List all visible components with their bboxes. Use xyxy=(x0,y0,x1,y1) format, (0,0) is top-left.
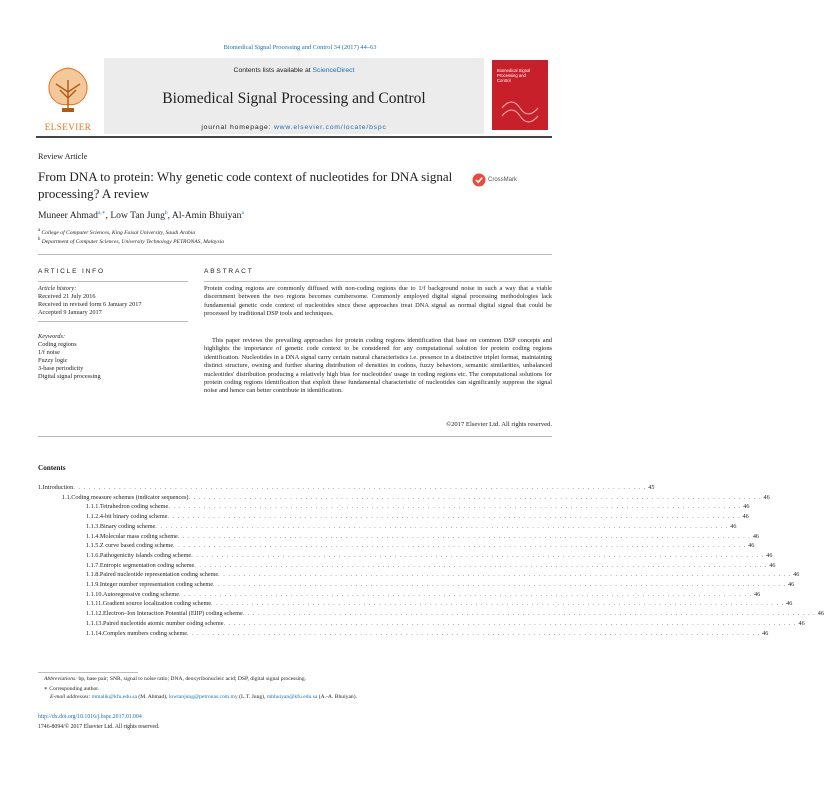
keyword: Fuzzy logic xyxy=(38,357,68,364)
corresponding-author-note xyxy=(44,686,99,692)
toc-page-number: 46 xyxy=(762,629,769,637)
toc-entry[interactable] xyxy=(38,561,776,570)
toc-entry[interactable] xyxy=(38,600,793,608)
toc-page-number: 46 xyxy=(763,493,770,501)
toc-title: Paired nucleotide representation coding scheme xyxy=(99,571,219,579)
toc-leader: . . . . . . . . . . . . . . . . . . . . . . . . . . . . . . . . . . . . . . . . . . . . . . . . . . . . . . . . . . . . . . . . . . . . . . . . . . . . . . . . . . . . . . . . . . . . . . . . . . . . . . . . . . . . . . . . . xyxy=(194,561,768,569)
footnote-rule xyxy=(38,672,138,673)
toc-number: 1.1.1. xyxy=(86,503,100,511)
affiliation-rule xyxy=(38,254,552,255)
toc-page-number: 46 xyxy=(743,503,750,511)
running-header[interactable]: Biomedical Signal Processing and Control 34 (2017) 44–63 xyxy=(223,44,377,51)
crossmark-badge[interactable] xyxy=(472,172,532,188)
abstract-copyright: ©2017 Elsevier Ltd. All rights reserved. xyxy=(446,421,552,428)
author-name: Al-Amin Bhuiyan xyxy=(171,210,242,222)
toc-title: Autoregressive coding scheme xyxy=(103,590,179,598)
corresponding-mark: ∗ xyxy=(44,686,48,692)
article-info-heading: ARTICLE INFO xyxy=(38,268,105,275)
article-history xyxy=(38,285,188,317)
author-name: Low Tan Jung xyxy=(110,210,165,222)
toc-title: 4-bit binary coding scheme xyxy=(99,513,168,521)
toc-entry[interactable] xyxy=(38,571,800,579)
abstract-paragraph-2: This paper reviews the prevailing approaches for protein coding regions identification that base on common DSP concepts and highlights the importance of genetic code context to be considered for any computational solution for protein coding regions identification. Nucleotides in a DNA signal carry certain natural characteristics i.e. presence in a distinctive triplet format, maintaining distinct structure, owning and further sharing distribution of densities in codons, fuzzy behaviors, semantic similarities, unbalanced nucleotides' distribution producing a relatively high bias for nucleotides' usage in coding regions etc. The computational solutions for protein coding regions identification that exploit these fundamental characteristic of nucleotides can significantly suppress the signal noise and hence can better contribute in identification. xyxy=(204,337,552,395)
toc-page-number: 46 xyxy=(766,551,773,559)
journal-homepage-link[interactable]: www.elsevier.com/locate/bspc xyxy=(273,124,387,131)
abstract-rule xyxy=(204,281,552,282)
journal-title: Biomedical Signal Processing and Control xyxy=(162,90,426,107)
corresponding-text: Corresponding author. xyxy=(49,686,100,692)
toc-title: Integer number representation coding scheme xyxy=(99,581,213,588)
affiliation: $^a$ College of Computer Sciences, King Faisal University, Saudi Arabia xyxy=(38,228,196,236)
toc-leader: . . . . . . . . . . . . . . . . . . . . . . . . . . . . . . . . . . . . . . . . . . . . . . . . . . . . . . . . . . . . . . . . . . . . . . . . . . . . . . . . . . . . . . . . . . . . . . . . . . . . . . . . . . . . . . . . . xyxy=(168,503,742,511)
abstract-heading: ABSTRACT xyxy=(204,268,254,275)
keyword: Digital signal processing xyxy=(38,373,101,380)
toc-number: 1.1.5. xyxy=(86,542,100,550)
toc-number: 1.1.3. xyxy=(86,522,100,530)
toc-leader: . . . . . . . . . . . . . . . . . . . . . . . . . . . . . . . . . . . . . . . . . . . . . . . . . . . . . . . . . . . . . . . . . . . . . . . . . . . . . . . . . . . . . . . . . . . . . . . . . . . . . . . . . . . . . . . . . xyxy=(242,610,816,618)
toc-page-number: 45 xyxy=(648,484,655,491)
elsevier-tree-icon xyxy=(36,60,100,124)
masthead-rule xyxy=(36,136,552,138)
toc-entry[interactable] xyxy=(38,629,769,638)
toc-page-number: 46 xyxy=(817,610,824,618)
toc-number: 1.1.7. xyxy=(86,561,100,569)
toc-number: 1.1.10. xyxy=(86,590,104,598)
email-link[interactable]: mbhuiyan@kfu.edu.sa xyxy=(266,694,318,700)
toc-page-number: 46 xyxy=(793,571,800,579)
toc-number: 1.1.6. xyxy=(86,551,100,559)
toc-title: Coding measure schemes (indicator sequences) xyxy=(71,493,189,501)
toc-leader: . . . . . . . . . . . . . . . . . . . . . . . . . . . . . . . . . . . . . . . . . . . . . . . . . . . . . . . . . . . . . . . . . . . . . . . . . . . . . . . . . . . . . . . . . . . . . . . . . . . . . . . . . . . . . . . . . xyxy=(211,600,785,608)
article-type: Review Article xyxy=(38,152,88,161)
crossmark-label: CrossMark xyxy=(488,177,518,183)
email-link[interactable]: mmalik@kfu.edu.sa xyxy=(91,694,137,700)
abstract-paragraph-1: Protein coding regions are commonly diffused with non-coding regions due to 1/f background noise in such a way that a viable discernment between the two regions becomes cumbersome. Commonly employed digital signal processing methodologies lack fundamental genetic code context of nucleotides since these approaches treat DNA signal as normal digital signal that could be processed by traditional DSP tools and techniques. xyxy=(204,285,552,318)
toc-entry[interactable] xyxy=(38,542,755,550)
affiliation: $^b$ Department of Computer Sciences, University Technology PETRONAS, Malaysia xyxy=(38,237,225,245)
toc-entry[interactable] xyxy=(38,522,737,531)
toc-leader: . . . . . . . . . . . . . . . . . . . . . . . . . . . . . . . . . . . . . . . . . . . . . . . . . . . . . . . . . . . . . . . . . . . . . . . . . . . . . . . . . . . . . . . . . . . . . . . . . . . . . . . . . . . . . . . . . xyxy=(223,619,797,627)
toc-page-number: 46 xyxy=(730,522,737,530)
history-rule xyxy=(38,321,188,322)
abbreviations-text: bp, base pair; SNR, signal to noise ratio; DNA, deoxyribonucleic acid; DSP, digital signal processing. xyxy=(78,676,307,682)
history-received: Received 21 July 2016 xyxy=(38,293,96,300)
toc-leader: . . . . . . . . . . . . . . . . . . . . . . . . . . . . . . . . . . . . . . . . . . . . . . . . . . . . . . . . . . . . . . . . . . . . . . . . . . . . . . . . . . . . . . . . . . . . . . . . . . . . . . . . . . . . . . . . . xyxy=(73,484,647,491)
keyword: 3-base periodicity xyxy=(38,365,84,372)
toc-number: 1.1.12. xyxy=(86,610,104,618)
toc-page-number: 46 xyxy=(754,590,761,598)
email-note: E-mail addresses: mmalik@kfu.edu.sa (M. Ahmad), lowtanjung@petronas.com.my (L.T. Jung), mbhuiyan@kfu.edu.sa (A.-A. Bhuiyan). xyxy=(50,694,357,700)
abbreviations-label: Abbreviations: xyxy=(44,676,78,682)
toc-entry[interactable] xyxy=(38,484,655,492)
toc-number: 1.1.9. xyxy=(86,581,100,588)
crossmark-icon xyxy=(472,173,486,187)
toc-entry[interactable] xyxy=(38,503,750,511)
toc-page-number: 46 xyxy=(798,619,805,627)
journal-cover xyxy=(492,60,548,130)
toc-page-number: 46 xyxy=(748,542,755,550)
toc-page-number: 46 xyxy=(752,532,759,540)
toc-entry[interactable] xyxy=(38,493,770,502)
author-affiliation-mark[interactable]: a,∗ xyxy=(97,210,106,216)
toc-number: 1.1.14. xyxy=(86,629,104,637)
toc-number: 1. xyxy=(38,484,43,491)
author-affiliation-mark[interactable]: a xyxy=(241,210,244,216)
toc-entry[interactable] xyxy=(38,532,759,541)
toc-entry[interactable] xyxy=(38,610,824,618)
toc-title: Binary coding scheme xyxy=(99,522,156,530)
toc-leader: . . . . . . . . . . . . . . . . . . . . . . . . . . . . . . . . . . . . . . . . . . . . . . . . . . . . . . . . . . . . . . . . . . . . . . . . . . . . . . . . . . . . . . . . . . . . . . . . . . . . . . . . . . . . . . . . . xyxy=(178,590,753,598)
author-affiliation-mark[interactable]: b xyxy=(164,210,168,216)
homepage-line: journal homepage: www.elsevier.com/locate/bspc xyxy=(201,124,387,131)
elsevier-logo xyxy=(36,60,100,132)
toc-leader: . . . . . . . . . . . . . . . . . . . . . . . . . . . . . . . . . . . . . . . . . . . . . . . . . . . . . . . . . . . . . . . . . . . . . . . . . . . . . . . . . . . . . . . . . . . . . . . . . . . . . . . . . . . . . . . . . xyxy=(218,571,792,579)
toc-page-number: 46 xyxy=(769,561,776,569)
toc-page-number: 46 xyxy=(788,581,795,588)
toc-number: 1.1. xyxy=(62,493,72,501)
toc-title: Paired nucleotide atomic number coding scheme xyxy=(103,619,224,627)
history-label: Article history: xyxy=(38,285,77,292)
keywords-label: Keywords: xyxy=(38,333,66,340)
contents-heading: Contents xyxy=(38,464,66,472)
toc-title: Z curve based coding scheme xyxy=(99,542,174,550)
toc-leader: . . . . . . . . . . . . . . . . . . . . . . . . . . . . . . . . . . . . . . . . . . . . . . . . . . . . . . . . . . . . . . . . . . . . . . . . . . . . . . . . . . . . . . . . . . . . . . . . . . . . . . . . . . . . . . . . . xyxy=(167,513,741,521)
toc-title: Pathogenicity islands coding scheme xyxy=(99,551,192,559)
toc-title: Introduction xyxy=(42,484,74,491)
cover-title: Biomedical Signal Processing and Control xyxy=(497,68,531,83)
toc-leader: . . . . . . . . . . . . . . . . . . . . . . . . . . . . . . . . . . . . . . . . . . . . . . . . . . . . . . . . . . . . . . . . . . . . . . . . . . . . . . . . . . . . . . . . . . . . . . . . . . . . . . . . . . . . . . . . . xyxy=(188,493,762,501)
history-accepted: Accepted 9 January 2017 xyxy=(38,309,102,316)
toc-title: Entropic segmentation coding scheme xyxy=(99,561,195,569)
doi-link[interactable]: http://dx.doi.org/10.1016/j.bspc.2017.01.004 xyxy=(38,714,142,720)
toc-title: Tetrahedron coding scheme xyxy=(99,503,169,511)
toc-entry[interactable] xyxy=(38,581,795,589)
toc-leader: . . . . . . . . . . . . . . . . . . . . . . . . . . . . . . . . . . . . . . . . . . . . . . . . . . . . . . . . . . . . . . . . . . . . . . . . . . . . . . . . . . . . . . . . . . . . . . . . . . . . . . . . . . . . . . . . . xyxy=(173,542,747,550)
abstract-bottom-rule xyxy=(38,436,552,437)
toc-page-number: 46 xyxy=(742,513,749,521)
toc-number: 1.1.2. xyxy=(86,513,100,521)
publisher-name: ELSEVIER xyxy=(44,122,92,132)
toc-number: 1.1.4. xyxy=(86,532,100,540)
toc-title: Complex numbers coding scheme xyxy=(103,629,188,637)
toc-page-number: 46 xyxy=(786,600,793,608)
toc-leader: . . . . . . . . . . . . . . . . . . . . . . . . . . . . . . . . . . . . . . . . . . . . . . . . . . . . . . . . . . . . . . . . . . . . . . . . . . . . . . . . . . . . . . . . . . . . . . . . . . . . . . . . . . . . . . . . . xyxy=(177,532,751,540)
toc-leader: . . . . . . . . . . . . . . . . . . . . . . . . . . . . . . . . . . . . . . . . . . . . . . . . . . . . . . . . . . . . . . . . . . . . . . . . . . . . . . . . . . . . . . . . . . . . . . . . . . . . . . . . . . . . . . . . . xyxy=(191,551,765,559)
toc-leader: . . . . . . . . . . . . . . . . . . . . . . . . . . . . . . . . . . . . . . . . . . . . . . . . . . . . . . . . . . . . . . . . . . . . . . . . . . . . . . . . . . . . . . . . . . . . . . . . . . . . . . . . . . . . . . . . . xyxy=(212,581,787,588)
author-list: Muneer Ahmad$^{a,∗}$, Low Tan Jung$^b$, Al-Amin Bhuiyan$^a$ xyxy=(38,210,244,222)
abbreviations-note xyxy=(44,676,306,682)
sciencedirect-link[interactable]: ScienceDirect xyxy=(312,67,355,74)
toc-number: 1.1.8. xyxy=(86,571,100,579)
toc-entry[interactable] xyxy=(38,590,761,599)
toc-title: Molecular mass coding scheme xyxy=(99,532,178,540)
email-link[interactable]: lowtanjung@petronas.com.my xyxy=(168,694,238,700)
keyword: Coding regions xyxy=(38,341,77,348)
article-info-rule xyxy=(38,281,188,282)
toc-title: Electron–Ion Interaction Potential (EIIP) coding scheme xyxy=(103,610,243,618)
history-revised: Received in revised form 6 January 2017 xyxy=(38,301,142,308)
cover-pattern-icon xyxy=(492,60,548,130)
email-label: E-mail addresses: xyxy=(50,694,91,700)
issn-line: 1746-8094/© 2017 Elsevier Ltd. All rights reserved. xyxy=(38,724,160,730)
article-title: From DNA to protein: Why genetic code context of nucleotides for DNA signal processing? A review xyxy=(38,169,453,201)
masthead-band xyxy=(104,58,484,134)
toc-title: Gradient source localization coding scheme xyxy=(102,600,212,608)
toc-number: 1.1.11. xyxy=(86,600,103,608)
toc-number: 1.1.13. xyxy=(86,619,104,627)
toc-leader: . . . . . . . . . . . . . . . . . . . . . . . . . . . . . . . . . . . . . . . . . . . . . . . . . . . . . . . . . . . . . . . . . . . . . . . . . . . . . . . . . . . . . . . . . . . . . . . . . . . . . . . . . . . . . . . . . xyxy=(155,522,729,530)
toc-entry[interactable] xyxy=(38,513,749,521)
author-name: Muneer Ahmad xyxy=(38,210,98,222)
toc-entry[interactable] xyxy=(38,619,805,628)
keywords xyxy=(38,333,188,381)
keyword: 1/f noise xyxy=(38,349,60,356)
toc-entry[interactable] xyxy=(38,551,773,560)
contents-line: Contents lists available at ScienceDirect xyxy=(233,67,355,74)
toc-leader: . . . . . . . . . . . . . . . . . . . . . . . . . . . . . . . . . . . . . . . . . . . . . . . . . . . . . . . . . . . . . . . . . . . . . . . . . . . . . . . . . . . . . . . . . . . . . . . . . . . . . . . . . . . . . . . . . xyxy=(187,629,761,637)
